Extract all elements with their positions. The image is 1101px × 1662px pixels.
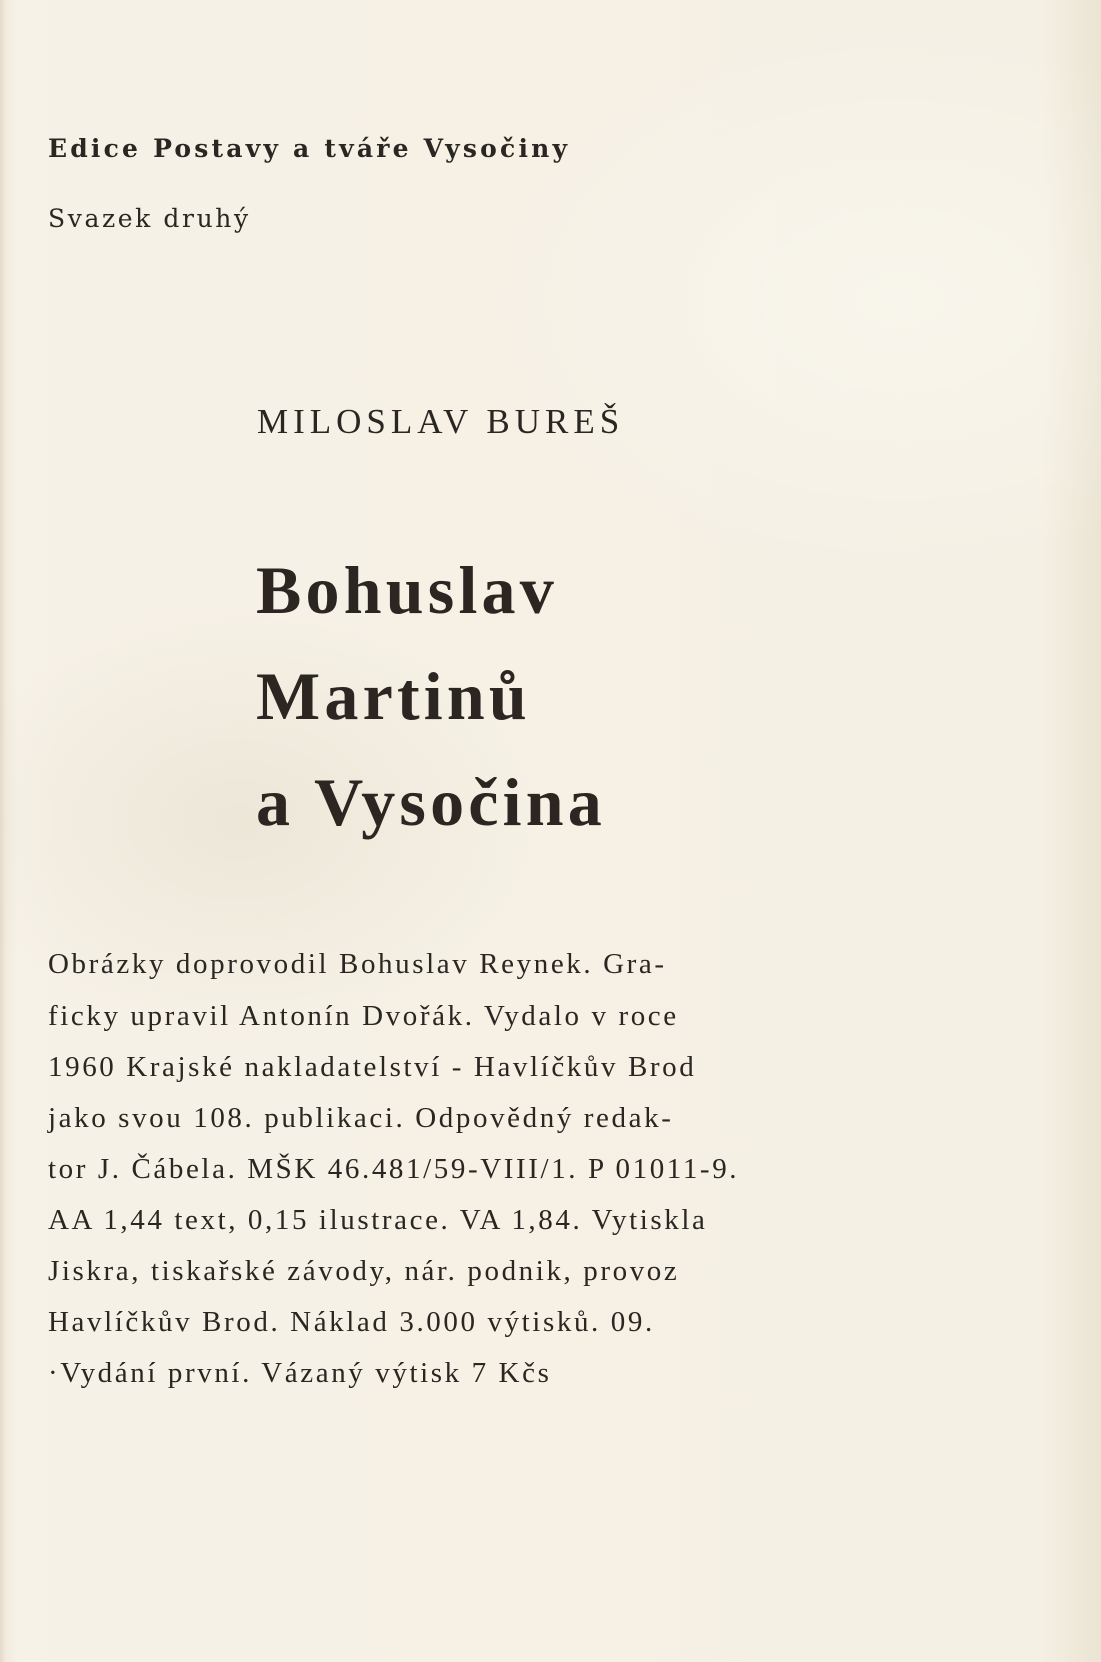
volume-label: Svazek druhý <box>48 204 251 233</box>
colophon-line: Obrázky doprovodil Bohuslav Reynek. Gra- <box>48 948 667 980</box>
title-line-1: Bohuslav <box>256 552 558 628</box>
colophon-line: 1960 Krajské nakladatelství - Havlíčkův Brod <box>48 1051 697 1083</box>
colophon-line: AA 1,44 text, 0,15 ilustrace. VA 1,84. Vytiskla <box>48 1204 708 1236</box>
colophon-line: ·Vydání první. Vázaný výtisk 7 Kčs <box>48 1357 552 1389</box>
colophon-line: Jiskra, tiskařské závody, nár. podnik, provoz <box>48 1255 680 1287</box>
colophon-line: Havlíčkův Brod. Náklad 3.000 výtisků. 09. <box>48 1306 655 1338</box>
page-edge <box>0 0 6 1662</box>
author-name: MILOSLAV BUREŠ <box>257 402 625 441</box>
colophon-line: jako svou 108. publikaci. Odpovědný redak- <box>48 1102 674 1134</box>
colophon-line: tor J. Čábela. MŠK 46.481/59-VIII/1. P 01011-9. <box>48 1153 740 1185</box>
title-line-2: Martinů <box>256 658 531 734</box>
series-name: Edice Postavy a tváře Vysočiny <box>48 134 571 163</box>
title-line-3: a Vysočina <box>256 764 606 840</box>
colophon-line: ficky upravil Antonín Dvořák. Vydalo v roce <box>48 1000 679 1032</box>
